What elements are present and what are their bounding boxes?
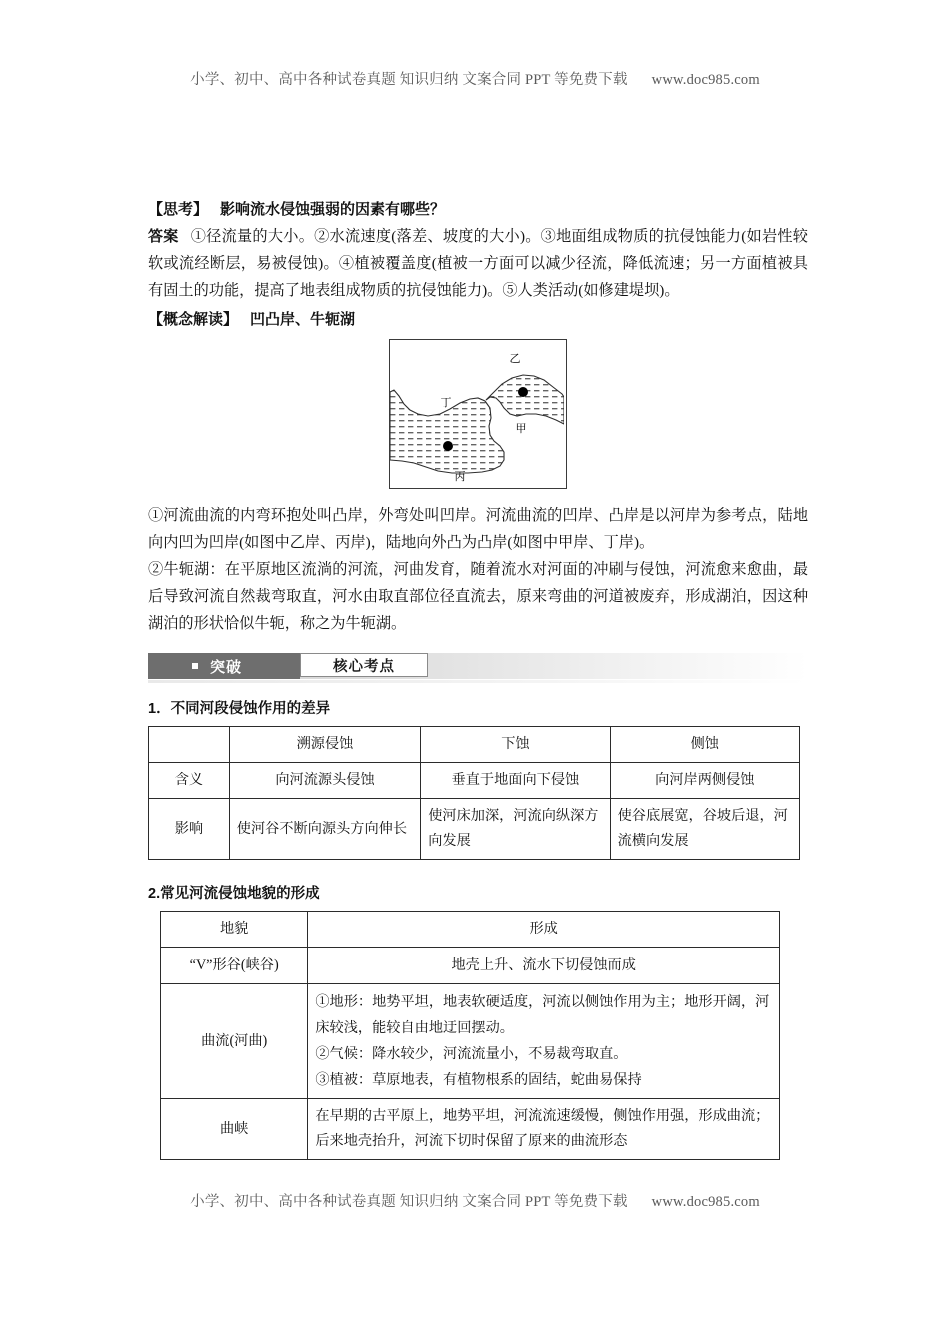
meander-line-1: ①地形：地势平坦，地表软硬适度，河流以侧蚀作用为主；地形开阔，河床较浅，能较自由地迂回摆动。 <box>315 994 770 1036</box>
section-banner <box>148 653 808 679</box>
concept-label: 【概念解读】 <box>148 311 239 328</box>
land-upper <box>486 375 564 424</box>
erosion-comparison-table <box>148 726 800 860</box>
cell-meaning-headward: 向河流源头侵蚀 <box>229 763 420 799</box>
th-landform: 地貌 <box>161 912 308 948</box>
table-header-row <box>161 912 780 948</box>
banner-baseline <box>148 680 808 683</box>
th-blank <box>149 727 230 763</box>
table-row <box>149 763 800 799</box>
thinking-question-line <box>148 196 808 223</box>
header-watermark <box>0 68 950 89</box>
diagram-label-jia: 甲 <box>515 423 527 435</box>
watermark-url: www.doc985.com <box>651 72 760 88</box>
answer-label: 答案 <box>148 228 179 245</box>
point-dot-ding <box>443 441 453 451</box>
thinking-answer-block <box>148 223 808 304</box>
meander-line-3: ③植被：草原地表，有植物根系的固结，蛇曲易保持 <box>315 1072 642 1088</box>
square-bullet-icon <box>192 663 198 669</box>
banner-breakthrough-label: 突破 <box>210 658 243 676</box>
diagram-label-yi: 乙 <box>509 353 521 365</box>
th-downcutting: 下蚀 <box>421 727 610 763</box>
concept-point-1: ①河流曲流的内弯环抱处叫凸岸，外弯处叫凹岸。河流曲流的凹岸、凸岸是以河岸为参考点，陆地向内凹为凹岸(如图中乙岸、丙岸)，陆地向外凸为凸岸(如图中甲岸、丁岸)。 <box>148 507 808 551</box>
thinking-label: 【思考】 <box>148 201 209 218</box>
watermark-text: 小学、初中、高中各种试卷真题 知识归纳 文案合同 PPT 等免费下载 <box>190 72 628 88</box>
diagram-label-bing: 丙 <box>454 471 466 483</box>
row-label-entrenched-meander: 曲峡 <box>161 1099 308 1160</box>
banner-tab-core-points[interactable] <box>300 653 428 677</box>
answer-text: ①径流量的大小。②水流速度(落差、坡度的大小)。③地面组成物质的抗侵蚀能力(如岩性较软或流经断层，易被侵蚀)。④植被覆盖度(植被一方面可以减少径流，降低流速；另一方面植被具有固土的功能，提高了地表组成物质的抗侵蚀能力)。⑤人类活动(如修建堤坝)。 <box>148 228 808 299</box>
row-label-effect: 影响 <box>149 799 230 860</box>
cell-meander-formation <box>308 984 780 1099</box>
th-headward-erosion: 溯源侵蚀 <box>229 727 420 763</box>
table-row <box>161 984 780 1099</box>
section2-heading: 2.常见河流侵蚀地貌的形成 <box>148 886 320 902</box>
section1-heading: 1．不同河段侵蚀作用的差异 <box>148 701 331 717</box>
landform-formation-table <box>160 911 780 1160</box>
watermark-text: 小学、初中、高中各种试卷真题 知识归纳 文案合同 PPT 等免费下载 <box>190 1194 628 1210</box>
thinking-question: 影响流水侵蚀强弱的因素有哪些？ <box>220 201 446 218</box>
concept-heading <box>148 306 808 333</box>
footer-watermark <box>0 1190 950 1211</box>
banner-tab-label: 核心考点 <box>333 658 395 675</box>
concept-point-2: ②牛轭湖：在平原地区流淌的河流，河曲发育，随着流水对河面的冲刷与侵蚀，河流愈来愈曲，最后导致河流自然裁弯取直，河水由取直部位径直流去，原来弯曲的河道被废弃，形成湖泊，因这种湖泊的形状恰似牛轭，称之为牛轭湖。 <box>148 561 808 632</box>
cell-effect-lateral: 使谷底展宽，谷坡后退，河流横向发展 <box>610 799 799 860</box>
meander-figure-wrapper <box>148 339 808 494</box>
banner-dark-block <box>148 653 300 679</box>
meander-diagram <box>389 339 567 489</box>
table-row <box>161 1099 780 1160</box>
table-row <box>161 948 780 984</box>
concept-title: 凹凸岸、牛轭湖 <box>250 311 356 328</box>
cell-effect-headward: 使河谷不断向源头方向伸长 <box>229 799 420 860</box>
table-header-row <box>149 727 800 763</box>
cell-entrenched-meander-formation: 在早期的古平原上，地势平坦，河流流速缓慢，侧蚀作用强，形成曲流；后来地壳抬升，河流下切时保留了原来的曲流形态 <box>308 1099 780 1160</box>
main-content <box>148 196 808 1160</box>
th-formation: 形成 <box>308 912 780 948</box>
th-lateral-erosion: 侧蚀 <box>610 727 799 763</box>
cell-meaning-downcutting: 垂直于地面向下侵蚀 <box>421 763 610 799</box>
row-label-meaning: 含义 <box>149 763 230 799</box>
table-row <box>149 799 800 860</box>
cell-effect-downcutting: 使河床加深，河流向纵深方向发展 <box>421 799 610 860</box>
row-label-meander: 曲流(河曲) <box>161 984 308 1099</box>
meander-line-2: ②气候：降水较少，河流流量小，不易裁弯取直。 <box>315 1046 628 1062</box>
meander-diagram-svg <box>390 340 564 486</box>
watermark-url: www.doc985.com <box>651 1194 760 1210</box>
row-label-v-valley: “V”形谷(峡谷) <box>161 948 308 984</box>
point-dot-yi <box>518 387 528 397</box>
diagram-label-ding: 丁 <box>440 397 452 409</box>
cell-meaning-lateral: 向河岸两侧侵蚀 <box>610 763 799 799</box>
cell-v-valley-formation: 地壳上升、流水下切侵蚀而成 <box>308 948 780 984</box>
